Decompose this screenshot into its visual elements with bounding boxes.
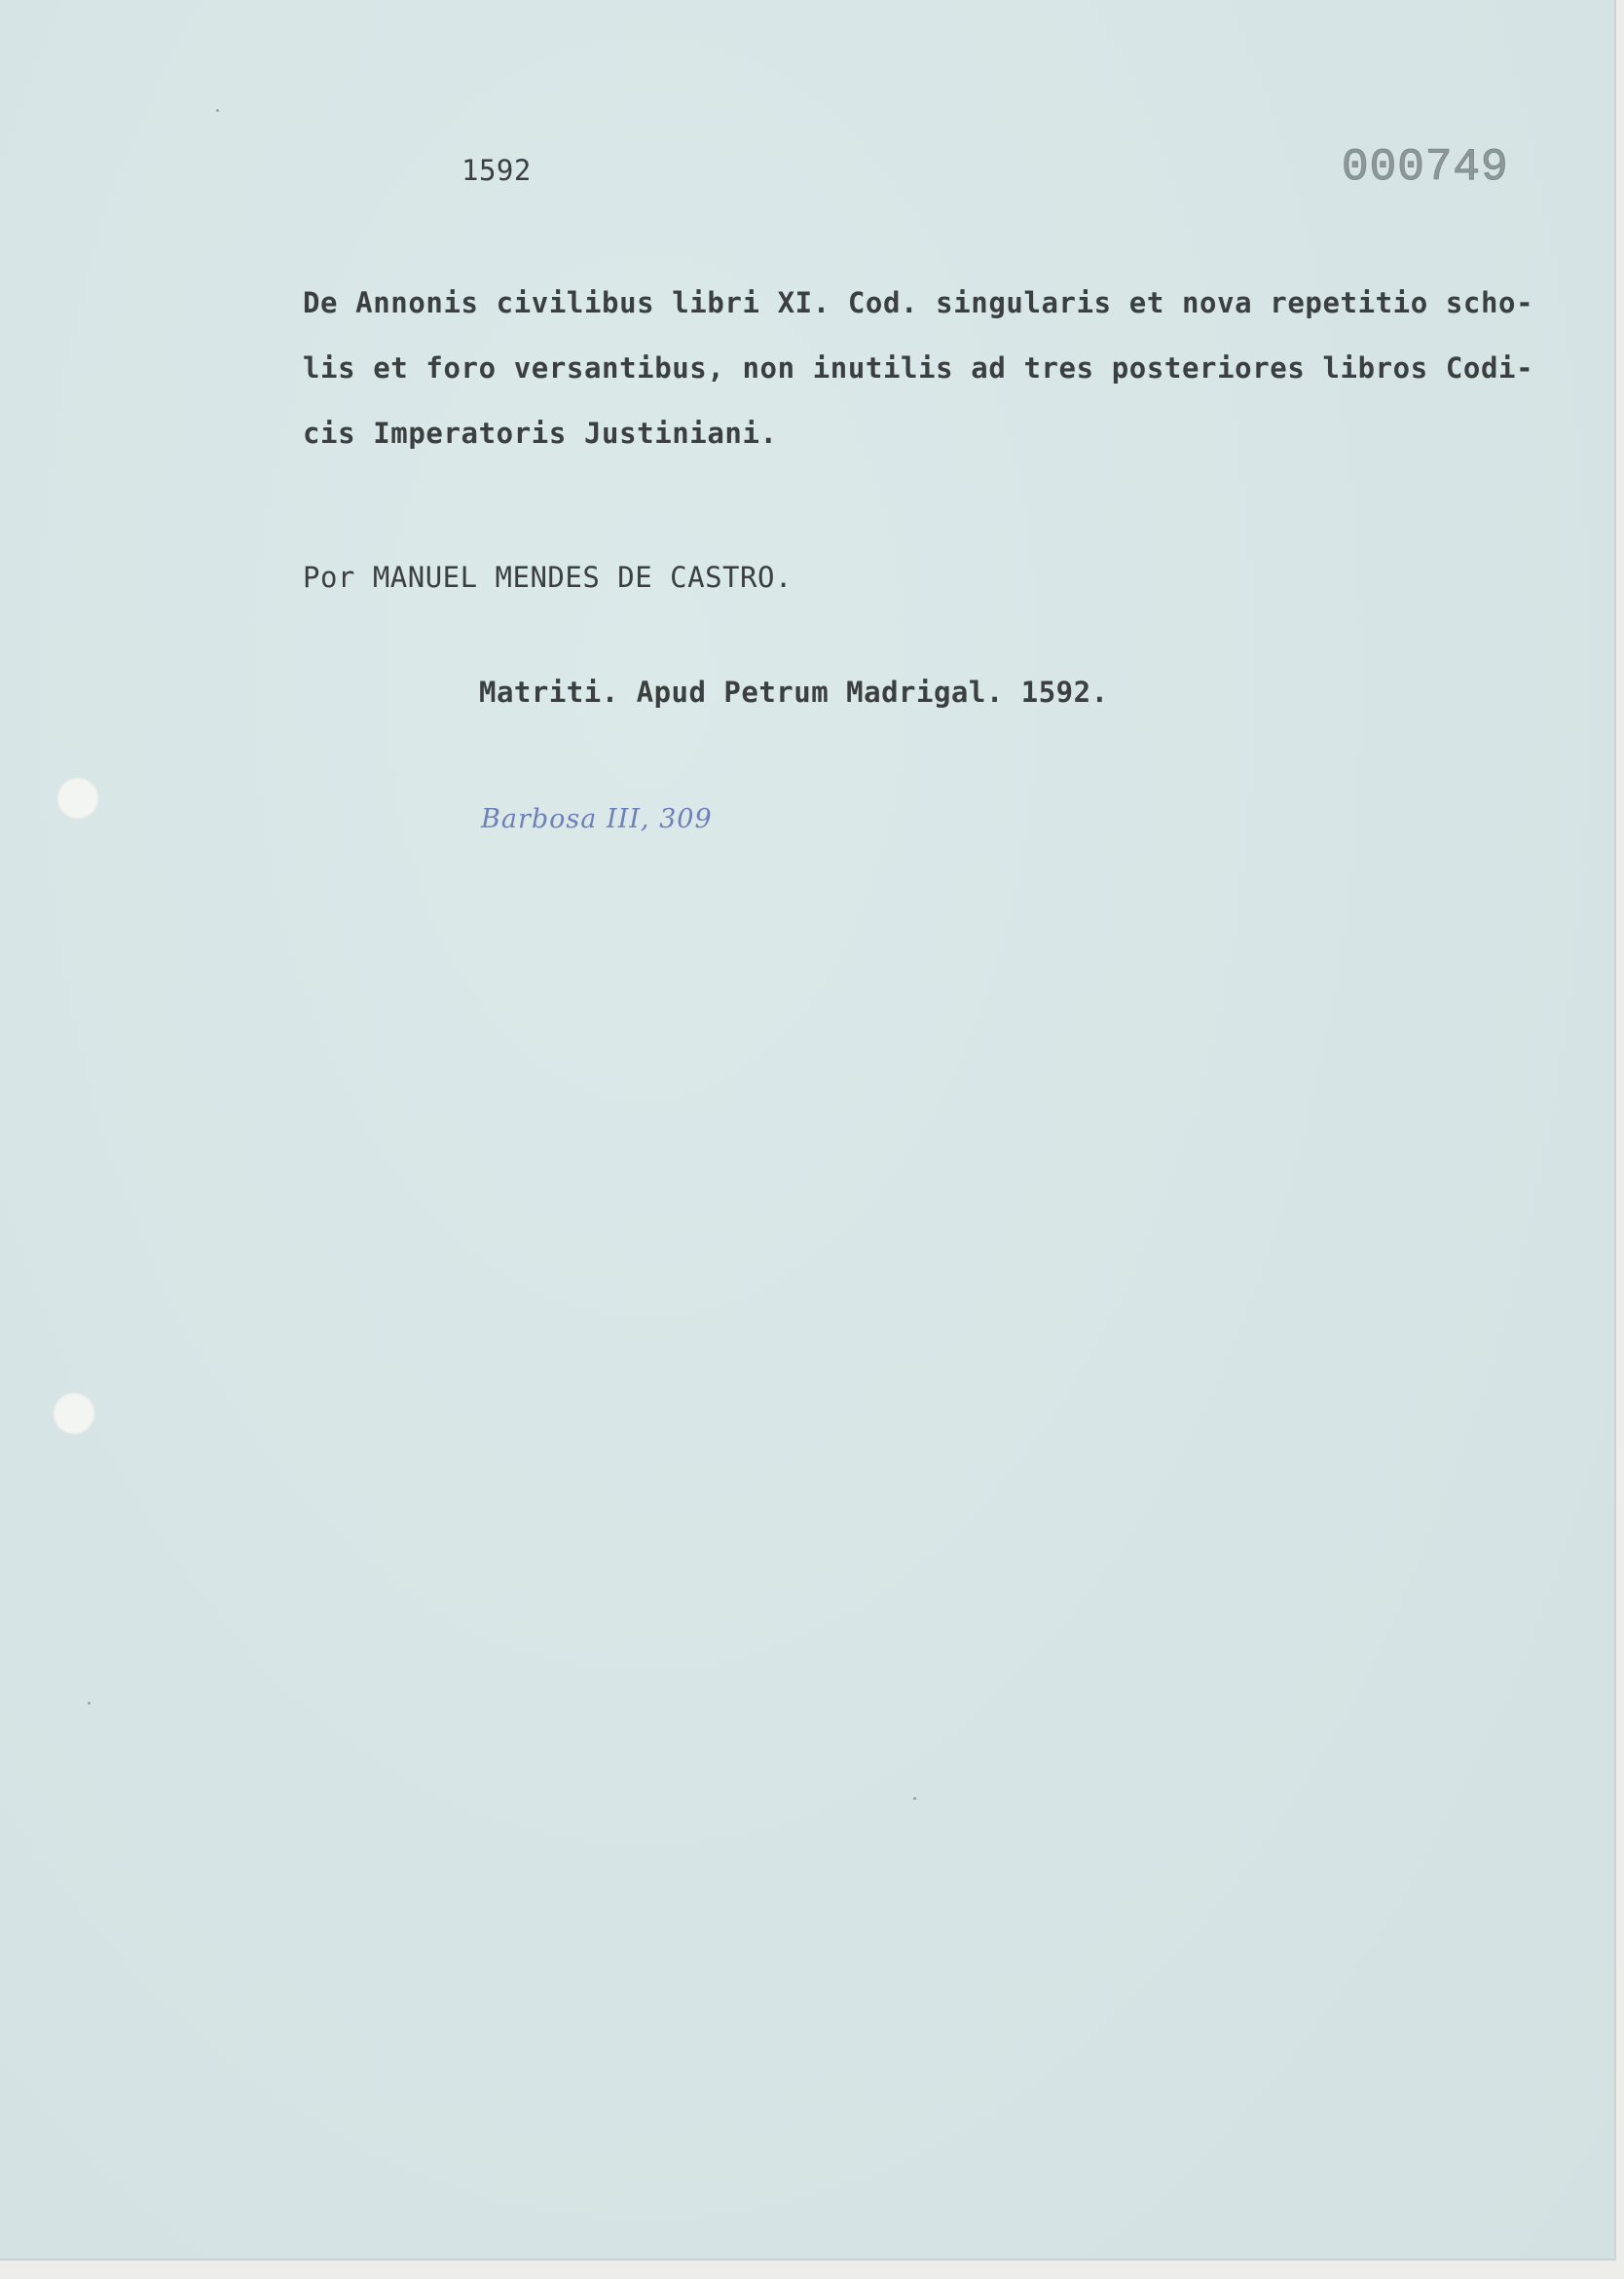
punch-hole-top: [56, 777, 99, 820]
paper-speck: [216, 109, 219, 112]
year-heading: 1592: [461, 154, 532, 187]
title-line-1: De Annonis civilibus libri XI. Cod. singularis et nova repetitio scho-: [303, 286, 1534, 319]
paper-speck: [88, 1702, 91, 1705]
paper-speck: [913, 1797, 916, 1800]
title-line-2: lis et foro versantibus, non inutilis ad tres posteriores libros Codi-: [303, 351, 1534, 385]
imprint-line: Matriti. Apud Petrum Madrigal. 1592.: [479, 676, 1109, 709]
handwritten-reference-note: Barbosa III, 309: [481, 804, 713, 834]
record-number-stamp: 000749: [1342, 142, 1509, 193]
author-line: Por MANUEL MENDES DE CASTRO.: [303, 561, 793, 594]
punch-hole-bottom: [53, 1392, 95, 1435]
title-line-3: cis Imperatoris Justiniani.: [303, 417, 778, 450]
